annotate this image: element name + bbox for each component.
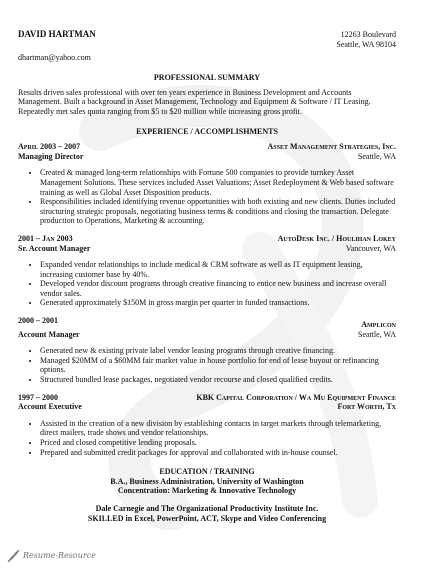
education-heading: EDUCATION / TRAINING: [159, 467, 255, 477]
job-1-subheader: [18, 152, 396, 162]
job-4-subheader: [18, 402, 396, 412]
job-2-header: [18, 234, 396, 244]
job-1: [18, 142, 396, 226]
job-2-title: Sr. Account Manager: [18, 243, 91, 253]
job-3: [18, 316, 396, 385]
job-3-bullets: [18, 346, 396, 384]
job-2-company: AutoDesk Inc. / Houlihan Lokey: [277, 233, 396, 243]
quill-pen-icon: [6, 549, 20, 563]
footer-logo-text: Resume-Resource: [23, 551, 96, 561]
header: [18, 30, 396, 62]
job-3-subheader: [18, 330, 396, 340]
job-1-dates: April 2003 – 2007: [18, 142, 81, 152]
job-2-subheader: [18, 244, 396, 254]
job-2-location: Vancouver, WA: [345, 243, 396, 253]
address-line-2: Seattle, WA 98104: [336, 39, 396, 49]
job-2-bullet-3: • Generated approximately $150M in gross margin per quarter in funded transactions.: [40, 298, 396, 308]
job-3-bullet-2: • Managed $20MM of a $60MM fair market value in house portfolio for end of lease buyout or refinancing options.: [40, 356, 396, 375]
job-3-title: Account Manager: [18, 329, 80, 339]
job-4-company: KBK Capital Corporation / Wa Mu Equipment Finance: [196, 392, 396, 402]
job-3-dates: 2000 – 2001: [18, 316, 58, 326]
job-4-bullet-3: • Prepared and submitted credit packages for approval and collaborated with in-house counsel.: [40, 448, 396, 458]
training: Dale Carnegie and The Organizational Productivity Institute Inc.: [95, 503, 319, 513]
job-1-title: Managing Director: [18, 151, 84, 161]
job-1-company: Asset Management Strategies, Inc.: [267, 142, 396, 152]
footer-logo: [6, 548, 96, 564]
job-1-bullets: [18, 168, 396, 226]
job-3-company: Amplicon: [361, 320, 396, 330]
job-4-dates: 1997 – 2000: [18, 392, 58, 402]
job-4-title: Account Executive: [18, 402, 82, 412]
job-1-bullet-1: • Created & managed long-term relationships with Fortune 500 companies to provide turnkey Asset Management Solutions. These services included Asset Valuations; Asset Redeployment & Web based software training as well as Global Asset Disposition products.: [40, 168, 396, 197]
job-3-header: [18, 316, 396, 330]
job-2: [18, 234, 396, 308]
candidate-name: DAVID HARTMAN: [18, 29, 96, 39]
job-4-header: [18, 393, 396, 403]
job-4-bullets: [18, 419, 396, 457]
education-concentration: Concentration: Marketing & Innovative Technology: [117, 486, 297, 496]
job-1-bullet-2: • Responsibilities included identifying revenue opportunities with both existing and new clients. Duties included structuring strategic proposals, negotiating business terms & conditions and closing the transaction. Delegate production to Operations, Marketing & accounting.: [40, 197, 396, 226]
job-3-location: Seattle, WA: [357, 329, 396, 339]
education-degree: B.A., Business Administration, University of Washington: [110, 476, 304, 486]
email: dhartman@yahoo.com: [18, 52, 91, 62]
job-4-bullet-1: • Assisted in the creation of a new division by establishing contacts in target markets through telemarketing, direct mailers, trade shows and vendor relationships.: [40, 419, 396, 438]
summary-heading: PROFESSIONAL SUMMARY: [153, 73, 261, 83]
job-4: [18, 393, 396, 458]
job-3-bullet-3: • Structured bundled lease packages, negotiated vendor recourse and closed qualified credits.: [40, 375, 396, 385]
address: [336, 30, 396, 49]
experience-heading: EXPERIENCE / ACCOMPLISHMENTS: [136, 126, 278, 136]
job-4-bullet-2: • Priced and closed competitive lending proposals.: [40, 438, 396, 448]
job-2-bullet-1: • Expanded vendor relationships to include medical & CRM software as well as IT equipment leasing, increasing customer base by 40%.: [40, 260, 396, 279]
job-3-bullet-1: • Generated new & existing private label vendor leasing programs through creative financing.: [40, 346, 396, 356]
job-2-bullet-2: • Developed vendor discount programs through creative financing to entice new business and increase overall vendor sales.: [40, 279, 396, 298]
job-2-dates: 2001 – Jan 2003: [18, 233, 73, 243]
job-4-location: Fort Worth, Tx: [337, 402, 396, 412]
address-line-1: 12263 Boulevard: [340, 30, 396, 39]
resume-content: [18, 30, 396, 523]
job-2-bullets: [18, 260, 396, 308]
job-1-header: [18, 142, 396, 152]
job-1-location: Seattle, WA: [357, 151, 396, 161]
summary-text: Results driven sales professional with over ten years experience in Business Development and Accounts Management. Built a background in Asset Management, Technology and Equipment & Software / IT Leasing. Repeatedly met sales quota ranging from $5 to $20 million while increasing gross profit.: [18, 87, 371, 116]
skills: SKILLED in Excel, PowerPoint, ACT, Skype and Video Conferencing: [87, 513, 327, 523]
